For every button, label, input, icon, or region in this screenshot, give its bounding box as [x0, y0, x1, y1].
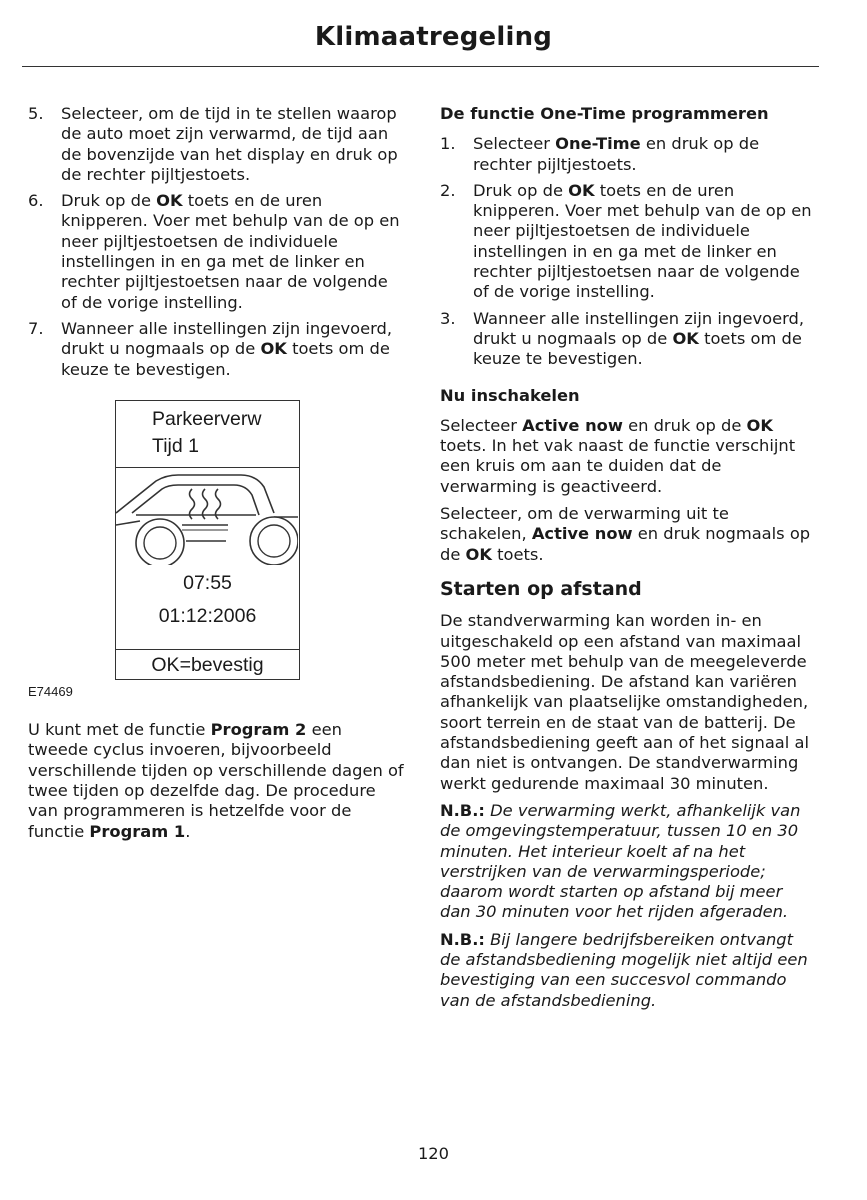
step-text-pre: Selecteer	[473, 134, 556, 154]
ok-key-label: OK	[465, 544, 492, 564]
step-text-post: toets en de uren knipperen. Voer met behulp van de op en neer pijltjestoetsen de individuele instellingen in en ga met de linker en rechter pijltjestoetsen naar de volgende of de vorige instelling.	[473, 180, 812, 302]
note-label: N.B.:	[440, 929, 485, 949]
page-number: 120	[417, 1144, 450, 1163]
ok-key-label: OK	[672, 328, 699, 348]
note-text: De verwarming werkt, afhankelijk van de omgevingstemperatuur, tussen 10 en 30 minuten. Het interieur koelt af na het verstrijken van de verwarmingsperiode; daarom wordt starten op afstand bij meer dan 30 minuten voor het rijden afgeraden.	[440, 800, 801, 922]
left-column	[28, 104, 406, 849]
paragraph-text: U kunt met de functie	[28, 720, 211, 740]
paragraph-text: .	[185, 821, 191, 841]
display-menu-title: Parkeerverw	[152, 407, 262, 430]
note-1	[440, 801, 818, 923]
display-divider-top	[116, 467, 299, 468]
step-7	[28, 319, 406, 380]
step-number: 3.	[440, 308, 456, 328]
title-divider	[22, 66, 819, 67]
paragraph-text: een tweede cyclus invoeren, bijvoorbeeld verschillende tijden op verschillende dagen of twee tijden op dezelfde dag. De procedure van programmeren is hetzelfde voor de functie	[28, 720, 404, 841]
step-text-pre: Wanneer alle instellingen zijn ingevoerd, drukt u nogmaals op de	[61, 318, 393, 359]
display-time: 07:55	[183, 571, 232, 594]
onetime-step-1	[440, 134, 818, 175]
active-now-label: Active now	[522, 415, 623, 435]
page-title: Klimaatregeling	[314, 22, 553, 52]
step-text-post: toets om de keuze te bevestigen.	[473, 328, 802, 369]
step-number: 1.	[440, 134, 456, 154]
paragraph-text: en druk op de	[622, 415, 747, 435]
display-menu-subtitle: Tijd 1	[152, 434, 199, 457]
paragraph-text: Selecteer	[440, 415, 523, 435]
right-column	[440, 104, 818, 1018]
step-text-pre: Druk op de	[61, 191, 157, 211]
step-text: Selecteer, om de tijd in te stellen waarop de auto moet zijn verwarmd, de tijd aan de bovenzijde van het display en druk op de rechter pijltjestoets.	[61, 104, 398, 184]
program-paragraph	[28, 720, 406, 842]
step-text-pre: Druk op de	[473, 180, 569, 200]
step-number: 5.	[28, 104, 44, 123]
display-confirm-label: OK=bevestig	[151, 653, 264, 676]
step-number: 7.	[28, 318, 44, 338]
nu-paragraph-2	[440, 504, 818, 565]
active-now-label: Active now	[531, 524, 633, 544]
onetime-step-3	[440, 309, 818, 370]
ok-key-label: OK	[156, 191, 183, 211]
step-number: 2.	[440, 180, 456, 200]
nu-paragraph-1	[440, 416, 818, 497]
ok-key-label: OK	[746, 415, 774, 435]
onetime-step-2	[440, 181, 818, 303]
display-divider-bottom	[116, 649, 299, 650]
display-date: 01:12:2006	[158, 604, 257, 627]
paragraph-text: Selecteer, om de verwarming uit te schakelen,	[440, 504, 729, 544]
nu-inschakelen-heading: Nu inschakelen	[440, 385, 580, 405]
starten-op-afstand-heading: Starten op afstand	[440, 577, 642, 600]
onetime-label: One-Time	[555, 134, 641, 154]
car-heating-icon	[116, 473, 298, 565]
ok-key-label: OK	[568, 180, 595, 200]
starten-paragraph: De standverwarming kan worden in- en uitgeschakeld op een afstand van maximaal 500 meter met behulp van de meegeleverde afstandsbediening. De afstand kan variëren afhankelijk van plaatselijke omstandigheden, soort terrein en de staat van de batterij. De afstandsbediening geeft aan of het signaal al dan niet is ontvangen. De standverwarming werkt gedurende maximaal 30 minuten.	[440, 611, 809, 793]
step-6	[28, 191, 406, 313]
program-1-label: Program 1	[89, 821, 186, 841]
step-text-post: toets en de uren knipperen. Voer met behulp van de op en neer pijltjestoetsen de individuele instellingen in en ga met de linker en rechter pijltjestoetsen naar de volgende of de vorige instelling.	[61, 191, 400, 312]
step-text-post: toets om de keuze te bevestigen.	[61, 339, 390, 379]
paragraph-text: toets. In het vak naast de functie verschijnt een kruis om aan te duiden dat de verwarming is geactiveerd.	[440, 436, 796, 496]
step-number: 6.	[28, 191, 44, 211]
note-text: Bij langere bedrijfsbereiken ontvangt de afstandsbediening mogelijk niet altijd een bevestiging van een succesvol commando van de afstandsbediening.	[440, 929, 808, 1010]
note-2	[440, 930, 818, 1011]
ok-key-label: OK	[260, 339, 287, 359]
note-label: N.B.:	[440, 800, 485, 820]
step-5	[28, 104, 406, 185]
figure-code: E74469	[28, 683, 73, 699]
step-text-pre: Wanneer alle instellingen zijn ingevoerd, drukt u nogmaals op de	[473, 308, 805, 348]
step-text-post: en druk op de rechter pijltjestoets.	[473, 134, 760, 174]
display-figure	[115, 400, 300, 680]
paragraph-text: toets.	[492, 544, 544, 564]
program-2-label: Program 2	[210, 720, 307, 740]
paragraph-text: en druk nogmaals op de	[440, 524, 811, 564]
onetime-heading: De functie One-Time programmeren	[440, 104, 769, 123]
